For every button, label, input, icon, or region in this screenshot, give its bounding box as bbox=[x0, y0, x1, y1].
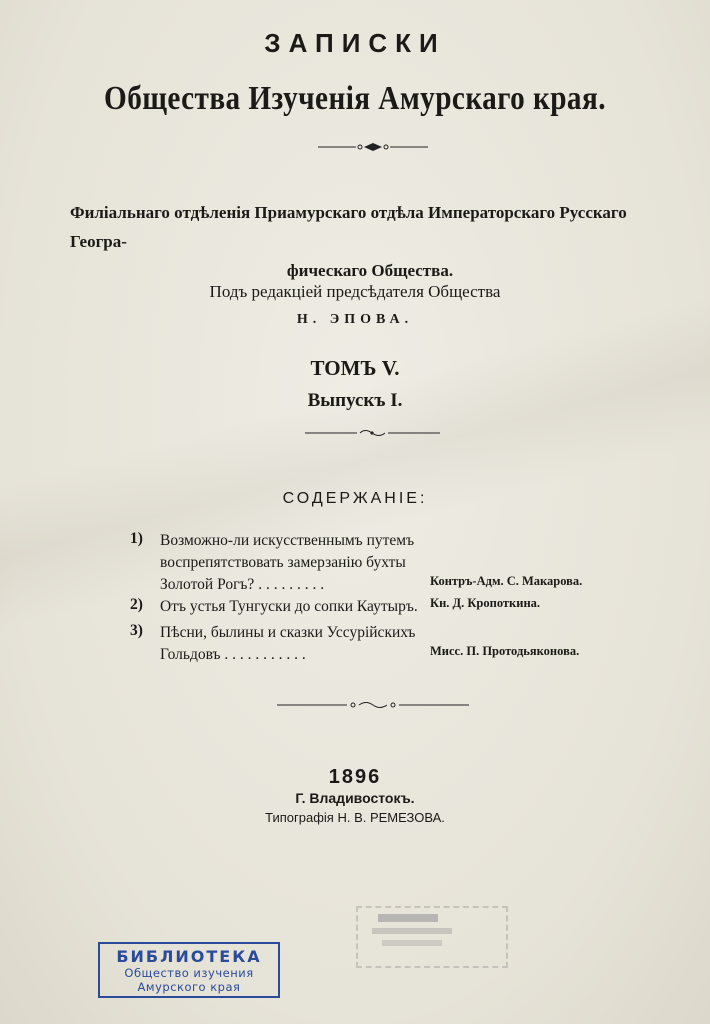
ornament-divider-middle bbox=[305, 428, 440, 438]
toc-title-line: Гольдовъ . . . . . . . . . . . bbox=[160, 646, 306, 663]
library-stamp-line-2: Общество изучения bbox=[124, 966, 254, 980]
subtitle-line-1: Филіальнаго отдѣленія Приамурскаго отдѣла Императорскаго Русскаго Геогра- bbox=[70, 203, 627, 251]
society-name: Общества Изученія Амурскаго края. bbox=[104, 80, 606, 117]
toc-item-2 bbox=[130, 596, 630, 622]
toc-author: Кн. Д. Кропоткина. bbox=[430, 596, 541, 610]
subtitle bbox=[70, 198, 670, 285]
library-stamp-line-3: Амурского края bbox=[137, 980, 241, 994]
publication-city: Г. Владивостокъ. bbox=[295, 790, 415, 806]
table-of-contents bbox=[130, 530, 630, 666]
faded-stamp bbox=[356, 906, 508, 968]
printer: Типографія Н. В. РЕМЕЗОВА. bbox=[265, 810, 445, 825]
contents-heading: СОДЕРЖАНІЕ: bbox=[282, 490, 428, 507]
toc-number: 2) bbox=[130, 596, 143, 613]
volume-number: ТОМЪ V. bbox=[310, 356, 400, 380]
library-stamp-line-1: БИБЛИОТЕКА bbox=[116, 947, 262, 966]
toc-item-1 bbox=[130, 530, 630, 596]
publication-year: 1896 bbox=[328, 766, 382, 788]
toc-title-line: Пѣсни, былины и сказки Уссурійскихъ bbox=[160, 624, 416, 641]
toc-title-line: воспрепятствовать замерзанію бухты bbox=[160, 554, 406, 571]
ornament-divider-top bbox=[318, 142, 428, 152]
journal-title: ЗАПИСКИ bbox=[264, 28, 446, 58]
toc-title-line: Золотой Рогъ? . . . . . . . . . bbox=[160, 576, 325, 593]
toc-author: Мисс. П. Протодьяконова. bbox=[430, 644, 580, 658]
ornament-divider-bottom bbox=[277, 700, 469, 710]
subtitle-line-2: фическаго Общества. bbox=[286, 261, 454, 280]
editor-line: Подъ редакціей предсѣдателя Общества bbox=[209, 282, 501, 301]
toc-number: 3) bbox=[130, 622, 143, 639]
toc-number: 1) bbox=[130, 530, 143, 547]
toc-title-line: Отъ устья Тунгуски до сопки Каутыръ. bbox=[160, 598, 418, 615]
editor-name: Н. ЭПОВА. bbox=[296, 312, 414, 327]
library-stamp bbox=[98, 942, 280, 998]
issue-number: Выпускъ I. bbox=[307, 390, 403, 411]
toc-title-line: Возможно-ли искусственнымъ путемъ bbox=[160, 532, 415, 549]
toc-item-3 bbox=[130, 622, 630, 666]
toc-author: Контръ-Адм. С. Макарова. bbox=[430, 574, 583, 588]
